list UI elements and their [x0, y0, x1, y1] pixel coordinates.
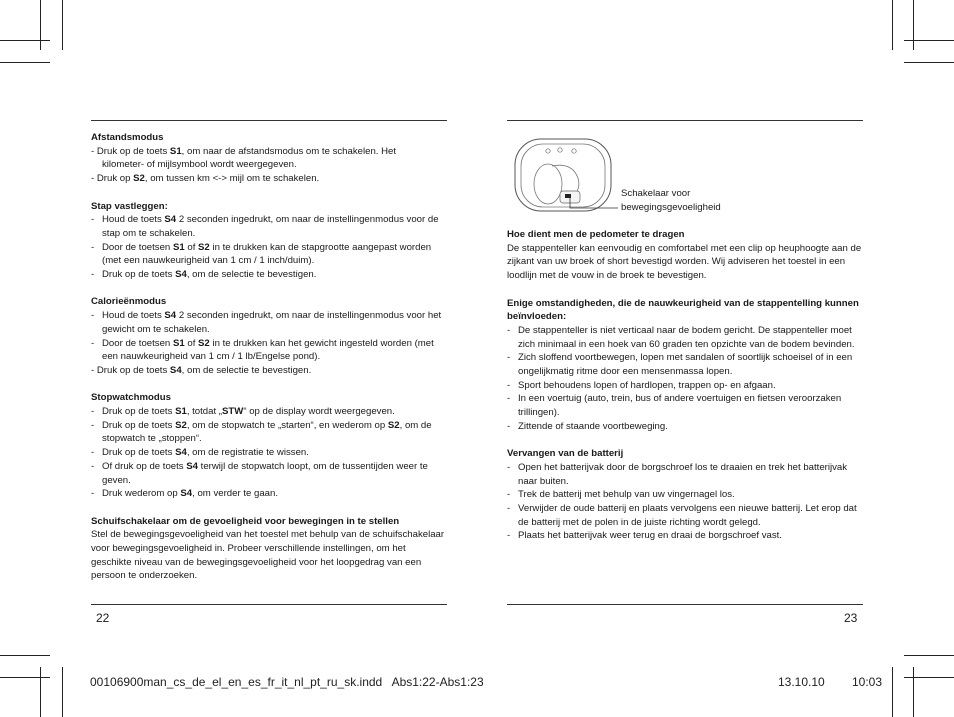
caption-line: Schakelaar voor [621, 188, 691, 199]
left-top-rule [91, 120, 447, 121]
text-line [507, 242, 863, 283]
text-run: Houd de toets [102, 310, 165, 322]
key-label: S1 [175, 406, 187, 418]
illustration-caption [621, 187, 761, 215]
text-run: , om de stopwatch te „starten“, en wederom op [186, 419, 388, 431]
text-run: Open het batterijvak door de borgschroef los te draaien en trek het batterijvak naar buiten. [518, 461, 848, 487]
list-item [507, 461, 863, 488]
text-run: terwijl de stopwatch loopt, om de tussentijden weer te geven. [102, 460, 428, 486]
text-run: Stel de bewegingsgevoeligheid van het toestel met behulp van de schuifschakelaar voor bewegingsgevoeligheid in. Probeer verschillende instellingen, om het geschikte niveau van de bewegingsgevoeligheid voor het loopgedrag van een persoon te onderzoeken. [91, 529, 445, 582]
list-dash: - [91, 269, 95, 281]
crop-mark [913, 0, 914, 50]
text-run: Plaats het batterijvak weer terug en draai de borgschroef vast. [518, 530, 782, 542]
text-run: 2 seconden ingedrukt, om naar de instellingenmodus voor de stap om te schakelen. [102, 214, 439, 239]
footer-time: 10:03 [852, 675, 883, 689]
section-heading: Vervangen van de batterij [507, 448, 624, 460]
text-run: - Druk op de toets [91, 145, 170, 157]
text-run: Druk op de toets [102, 447, 176, 459]
list-item [507, 379, 863, 393]
key-label: STW [222, 406, 244, 418]
list-dash: - [507, 324, 511, 336]
text-run: Zittende of staande voortbeweging. [518, 420, 668, 432]
list-item [91, 460, 447, 487]
list-item [91, 241, 447, 268]
text-run: Druk op de toets [102, 269, 176, 281]
crop-mark [904, 62, 954, 63]
list-item [507, 502, 863, 529]
text-run: in te drukken kan het gewicht ingesteld worden (met een nauwkeurigheid van 1 cm / 1 lb/Engelse pond). [102, 337, 434, 363]
text-run: , om verder te gaan. [192, 488, 278, 500]
list-item [91, 419, 447, 446]
key-label: S4 [180, 488, 193, 500]
section-heading: Stopwatchmodus [91, 392, 171, 404]
caption-line: bewegingsgevoeligheid [621, 202, 721, 213]
text-run: Trek de batterij met behulp van uw vingernagel los. [518, 489, 735, 501]
list-dash: - [507, 530, 511, 542]
text-run: , om de registratie te wissen. [186, 447, 309, 459]
crop-mark [892, 667, 893, 717]
text-run: De stappenteller kan eenvoudig en comfortabel met een clip op heuphoogte aan de zijkant van uw broek of short bevestigd worden. Wij adviseren het toestel in een loodlijn met de vouw in de broek te bevestigen. [507, 242, 862, 282]
text-run: - Druk op de toets [91, 364, 170, 376]
text-run: kilometer- of mijlsymbool wordt weergegeven. [102, 159, 297, 171]
key-label: S4 [175, 447, 187, 459]
list-dash: - [507, 379, 511, 391]
text-run: Door de toetsen [102, 241, 173, 253]
section-gap [507, 283, 863, 297]
crop-mark [62, 667, 63, 717]
key-label: S2 [175, 419, 187, 431]
list-item [507, 392, 863, 419]
list-item [91, 268, 447, 282]
key-label: S1 [169, 145, 182, 157]
text-run: Door de toetsen [102, 337, 173, 349]
section-gap [91, 282, 447, 296]
left-page-content [91, 131, 447, 583]
list-dash: - [91, 406, 95, 418]
section-gap [507, 434, 863, 448]
list-dash: - [91, 310, 95, 322]
list-dash: - [91, 488, 95, 500]
list-item [91, 405, 447, 419]
list-dash: - [507, 393, 511, 405]
text-run: “ op de display wordt weergegeven. [243, 406, 395, 418]
key-label: S4 [169, 364, 182, 376]
text-run: , om de selectie te bevestigen. [186, 269, 317, 281]
list-dash: - [507, 352, 511, 364]
crop-mark [904, 40, 954, 41]
list-item [91, 337, 447, 364]
right-top-rule [507, 120, 863, 121]
text-run: , totdat „ [186, 406, 223, 418]
crop-mark [0, 40, 50, 41]
crop-mark [904, 655, 954, 656]
page-number-left: 22 [96, 611, 110, 625]
crop-mark [904, 677, 954, 678]
key-label: S4 [175, 269, 187, 281]
crop-mark [892, 0, 893, 50]
text-line [91, 172, 447, 186]
key-label: S4 [186, 460, 199, 472]
right-page-content [507, 228, 863, 543]
list-dash: - [507, 420, 511, 432]
key-label: S1 [172, 337, 185, 349]
text-line [91, 364, 447, 378]
list-dash: - [91, 447, 95, 459]
section-gap [91, 501, 447, 515]
section-gap [91, 186, 447, 200]
list-item [91, 309, 447, 336]
crop-mark [913, 667, 914, 717]
section-heading: Stap vastleggen: [91, 200, 168, 212]
key-label: S4 [164, 214, 177, 226]
text-run: Verwijder de oude batterij en plaats vervolgens een nieuwe batterij. Let erop dat de batterij met de polen in de juiste richting wordt gelegd. [518, 503, 857, 528]
crop-mark [0, 677, 50, 678]
text-run: , om de selectie te bevestigen. [181, 364, 312, 376]
text-run: , om tussen km <-> mijl om te schakelen. [144, 173, 320, 185]
key-label: S2 [198, 241, 210, 253]
text-run: 2 seconden ingedrukt, om naar de instellingenmodus voor het gewicht om te schakelen. [102, 310, 442, 335]
text-run: in te drukken kan de stapgrootte aangepast worden (met een nauwkeurigheid van 1 cm / 1 inch/duim). [102, 241, 432, 267]
list-dash: - [91, 337, 95, 349]
list-item [507, 529, 863, 543]
text-line [91, 158, 447, 172]
left-bottom-rule [91, 604, 447, 605]
text-run: , om naar de afstandsmodus om te schakelen. Het [181, 145, 397, 157]
list-item [507, 351, 863, 378]
list-dash: - [91, 241, 95, 253]
text-run: Houd de toets [102, 214, 165, 226]
list-dash: - [507, 461, 511, 473]
text-run: De stappenteller is niet verticaal naar de bodem gericht. De stappenteller moet zich minimaal in een hoek van 60 graden ten opzichte van de bodem bevinden. [518, 324, 855, 350]
text-run: Druk op de toets [102, 419, 176, 431]
text-run: of [184, 241, 199, 253]
section-heading: Calorieënmodus [91, 296, 167, 308]
section-heading: Afstandsmodus [91, 132, 164, 143]
crop-mark [40, 667, 41, 717]
footer-filename: 00106900man_cs_de_el_en_es_fr_it_nl_pt_ru_sk.indd Abs1:22-Abs1:23 [90, 675, 484, 689]
crop-mark [40, 0, 41, 50]
section-heading: Schuifschakelaar om de gevoeligheid voor bewegingen in te stellen [91, 515, 400, 527]
footer-date: 13.10.10 [778, 675, 825, 689]
list-dash: - [91, 419, 95, 431]
list-dash: - [507, 503, 511, 515]
key-label: S2 [198, 337, 210, 349]
page-number-right: 23 [844, 611, 858, 625]
section-gap [91, 378, 447, 392]
key-label: S2 [133, 173, 145, 185]
text-run: - Druk op [91, 173, 134, 185]
text-run: In een voertuig (auto, trein, bus of andere voertuigen en fietsen veroorzaken trillingen). [518, 393, 842, 419]
crop-mark [62, 0, 63, 50]
key-label: S4 [164, 310, 177, 322]
list-item [507, 488, 863, 502]
list-item [91, 446, 447, 460]
key-label: S2 [387, 419, 400, 431]
list-dash: - [507, 489, 511, 501]
list-dash: - [91, 460, 95, 472]
text-run: of [184, 337, 199, 349]
text-line [91, 145, 447, 159]
list-item [507, 324, 863, 351]
list-item [91, 213, 447, 240]
list-item [91, 487, 447, 501]
key-label: S1 [172, 241, 185, 253]
crop-mark [0, 62, 50, 63]
section-heading: Enige omstandigheden, die de nauwkeurigheid van de stappentelling kunnen beïnvloeden: [507, 297, 859, 323]
right-bottom-rule [507, 604, 863, 605]
text-line [91, 528, 447, 583]
list-dash: - [91, 214, 95, 226]
crop-mark [0, 655, 50, 656]
text-run: Zich sloffend voortbewegen, lopen met sandalen of soortlijk schoeisel of in een ongelijkmatig ritme door een mensenmassa lopen. [518, 352, 853, 378]
text-run: , om de stopwatch te „stoppen“. [102, 419, 432, 445]
text-run: Druk wederom op [102, 488, 181, 500]
section-heading: Hoe dient men de pedometer te dragen [507, 229, 685, 240]
list-item [507, 420, 863, 434]
text-run: Sport behoudens lopen of hardlopen, trappen op- en afgaan. [518, 379, 776, 391]
text-run: Druk op de toets [102, 406, 176, 418]
text-run: Of druk op de toets [102, 460, 187, 472]
